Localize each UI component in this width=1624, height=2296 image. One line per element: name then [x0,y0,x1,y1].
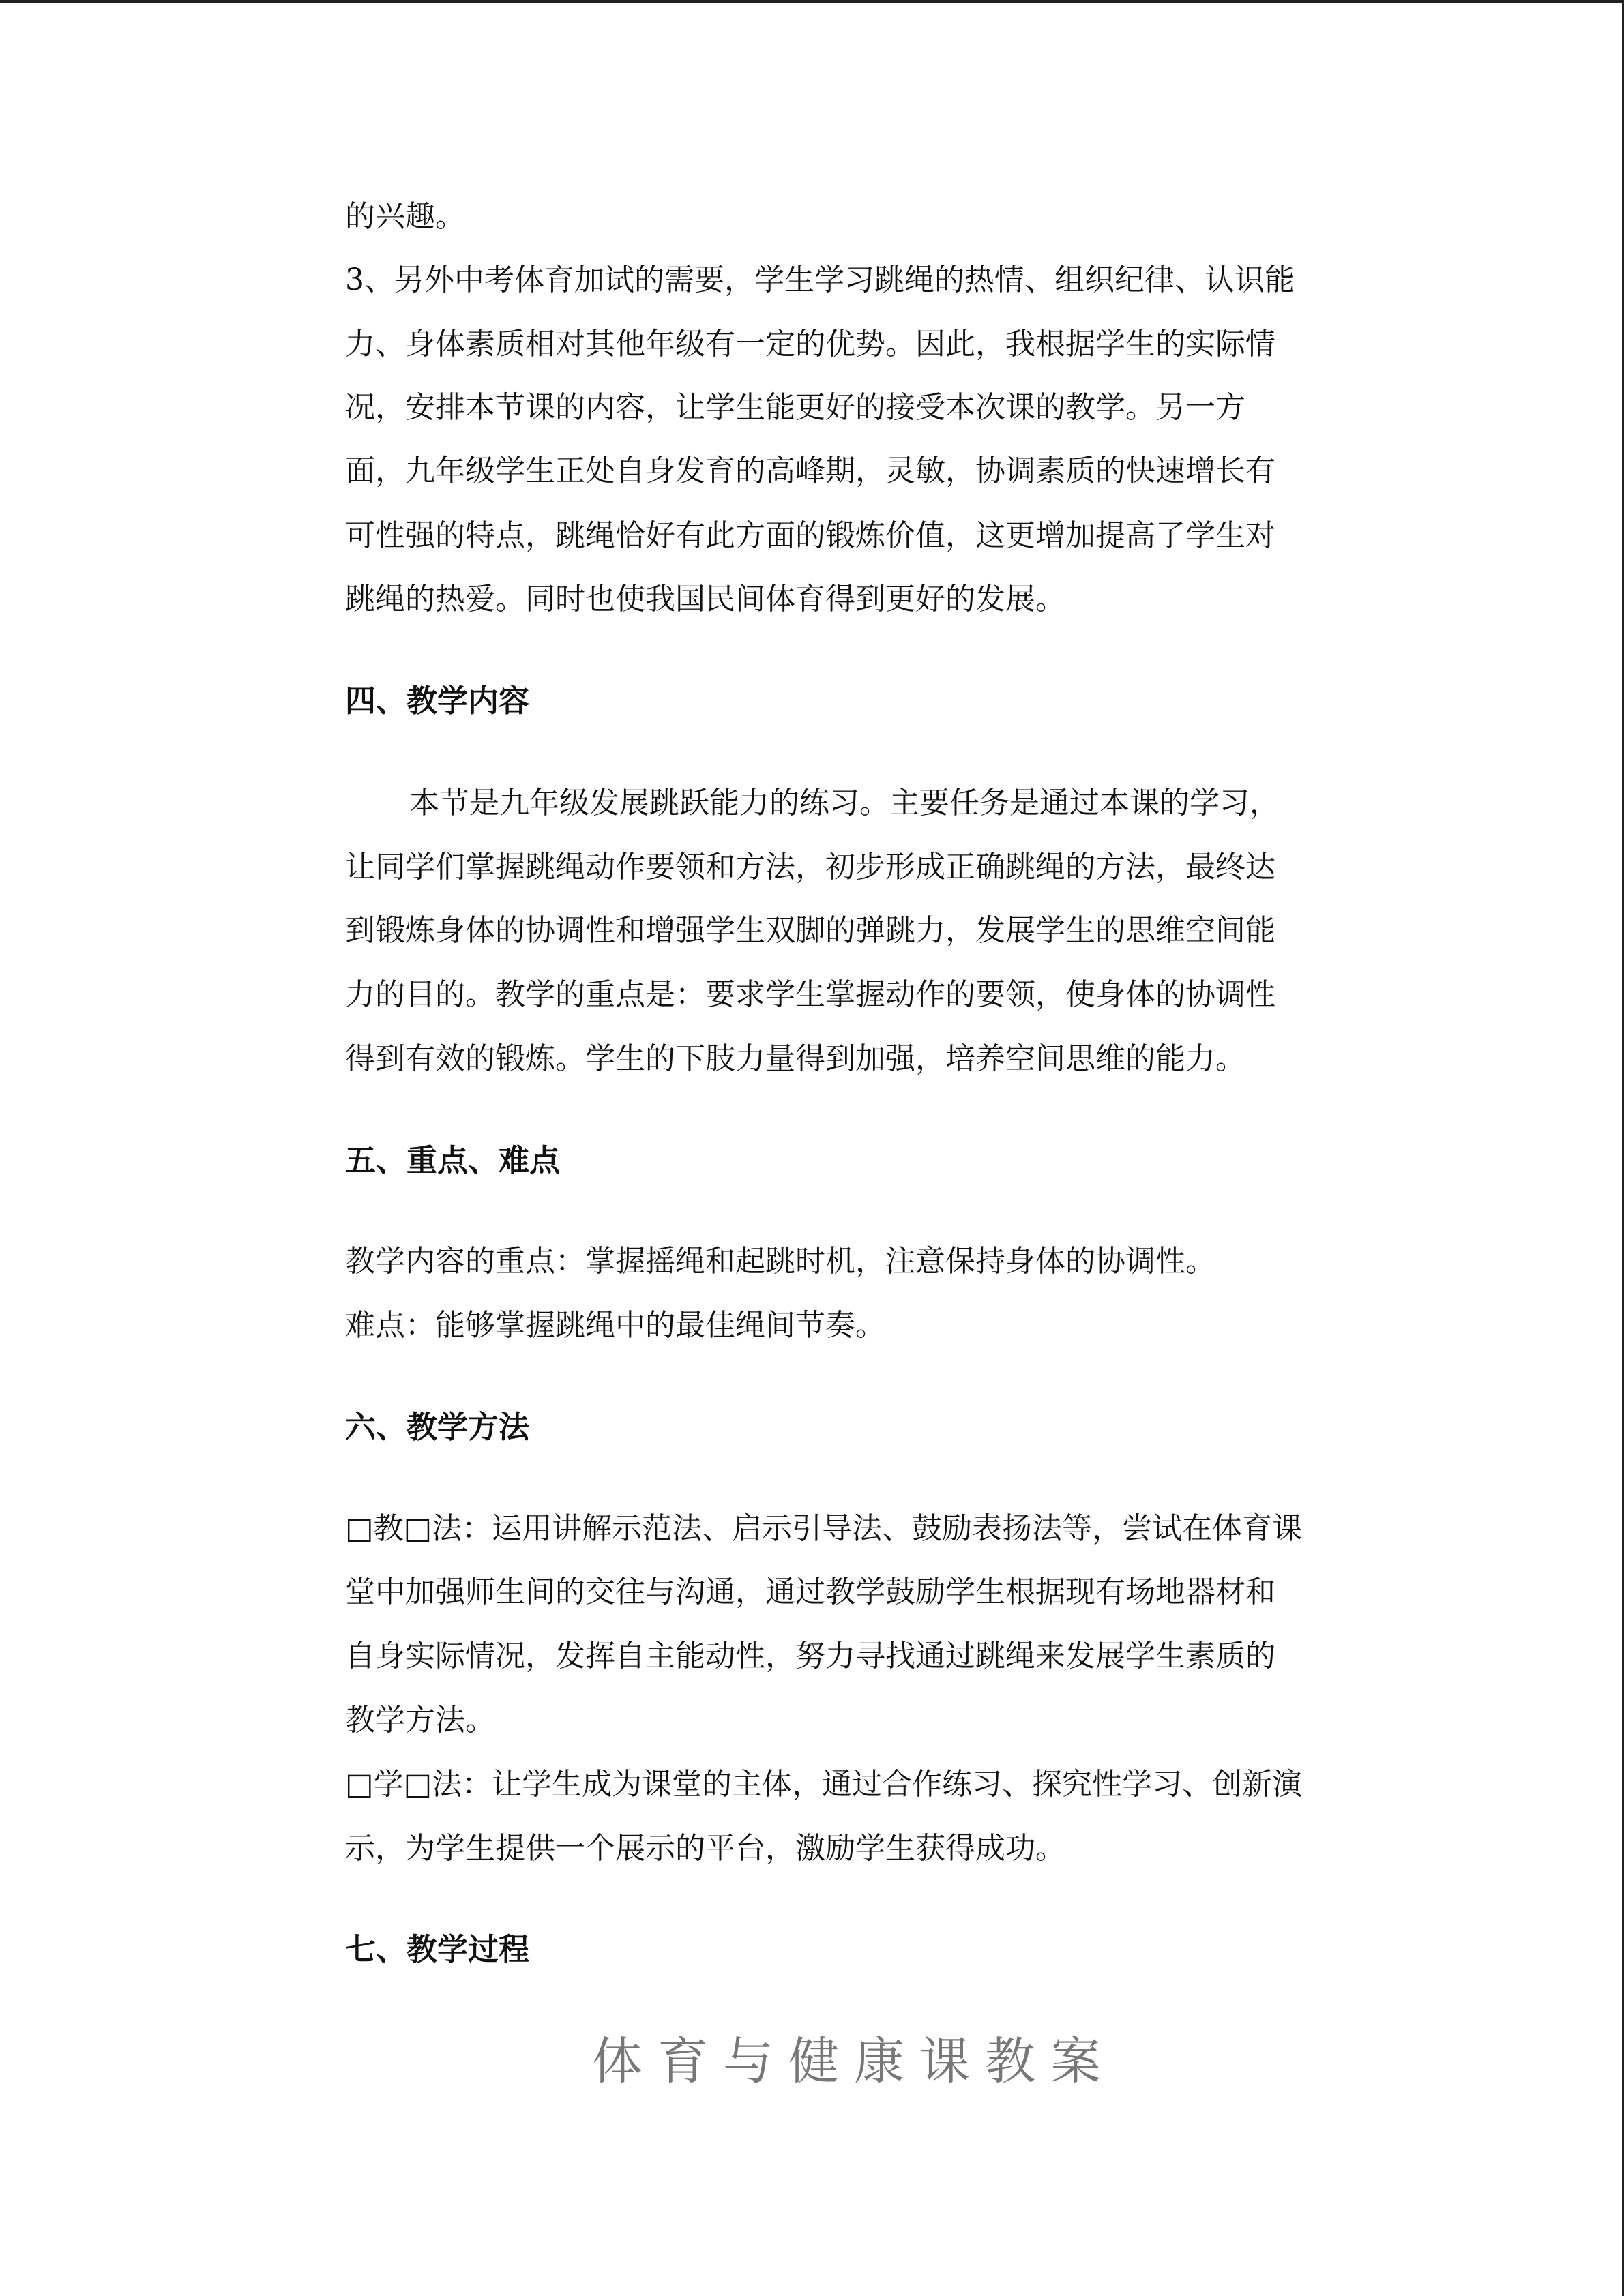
paragraph-line: 跳绳的热爱。同时也使我国民间体育得到更好的发展。 [345,582,1065,616]
paragraph-line: □学□法：让学生成为课堂的主体，通过合作练习、探究性学习、创新演 [345,1767,1303,1802]
paragraph-line: 力的目的。教学的重点是：要求学生掌握动作的要领，使身体的协调性 [345,977,1275,1012]
paragraph-line: 可性强的特点，跳绳恰好有此方面的锻炼价值，这更增加提高了学生对 [345,518,1275,553]
paragraph-line: 自身实际情况，发挥自主能动性，努力寻找通过跳绳来发展学生素质的 [345,1639,1275,1673]
paragraph-line: 本节是九年级发展跳跃能力的练习。主要任务是通过本课的学习， [409,786,1280,820]
paragraph-line: □教□法：运用讲解示范法、启示引导法、鼓励表扬法等，尝试在体育课 [345,1511,1303,1546]
paragraph-line: 示，为学生提供一个展示的平台，激励学生获得成功。 [345,1831,1065,1866]
paragraph-line: 的兴趣。 [345,199,465,234]
paragraph-line: 到锻炼身体的协调性和增强学生双脚的弹跳力，发展学生的思维空间能 [345,913,1275,948]
paragraph-line: 况，安排本节课的内容，让学生能更好的接受本次课的教学。另一方 [345,390,1245,425]
section-heading-teaching-process: 七、教学过程 [345,1931,530,1967]
paragraph-line: 3、另外中考体育加试的需要，学生学习跳绳的热情、组织纪律、认识能 [345,263,1295,297]
section-heading-teaching-methods: 六、教学方法 [345,1409,530,1445]
paragraph-line: 教学内容的重点：掌握摇绳和起跳时机，注意保持身体的协调性。 [345,1244,1215,1279]
top-border-line [0,0,1624,3]
lesson-plan-title: 体育与健康课教案 [592,2032,1116,2091]
paragraph-line: 难点：能够掌握跳绳中的最佳绳间节奏。 [345,1308,885,1343]
paragraph-line: 堂中加强师生间的交往与沟通，通过教学鼓励学生根据现有场地器材和 [345,1575,1275,1609]
section-heading-key-points: 五、重点、难点 [345,1142,561,1178]
paragraph-line: 得到有效的锻炼。学生的下肢力量得到加强，培养空间思维的能力。 [345,1041,1245,1076]
paragraph-line: 力、身体素质相对其他年级有一定的优势。因此，我根据学生的实际情 [345,327,1275,361]
section-heading-teaching-content: 四、教学内容 [345,683,530,719]
paragraph-line: 面，九年级学生正处自身发育的高峰期，灵敏，协调素质的快速增长有 [345,453,1275,488]
paragraph-line: 让同学们掌握跳绳动作要领和方法，初步形成正确跳绳的方法，最终达 [345,850,1275,884]
paragraph-line: 教学方法。 [345,1703,495,1738]
